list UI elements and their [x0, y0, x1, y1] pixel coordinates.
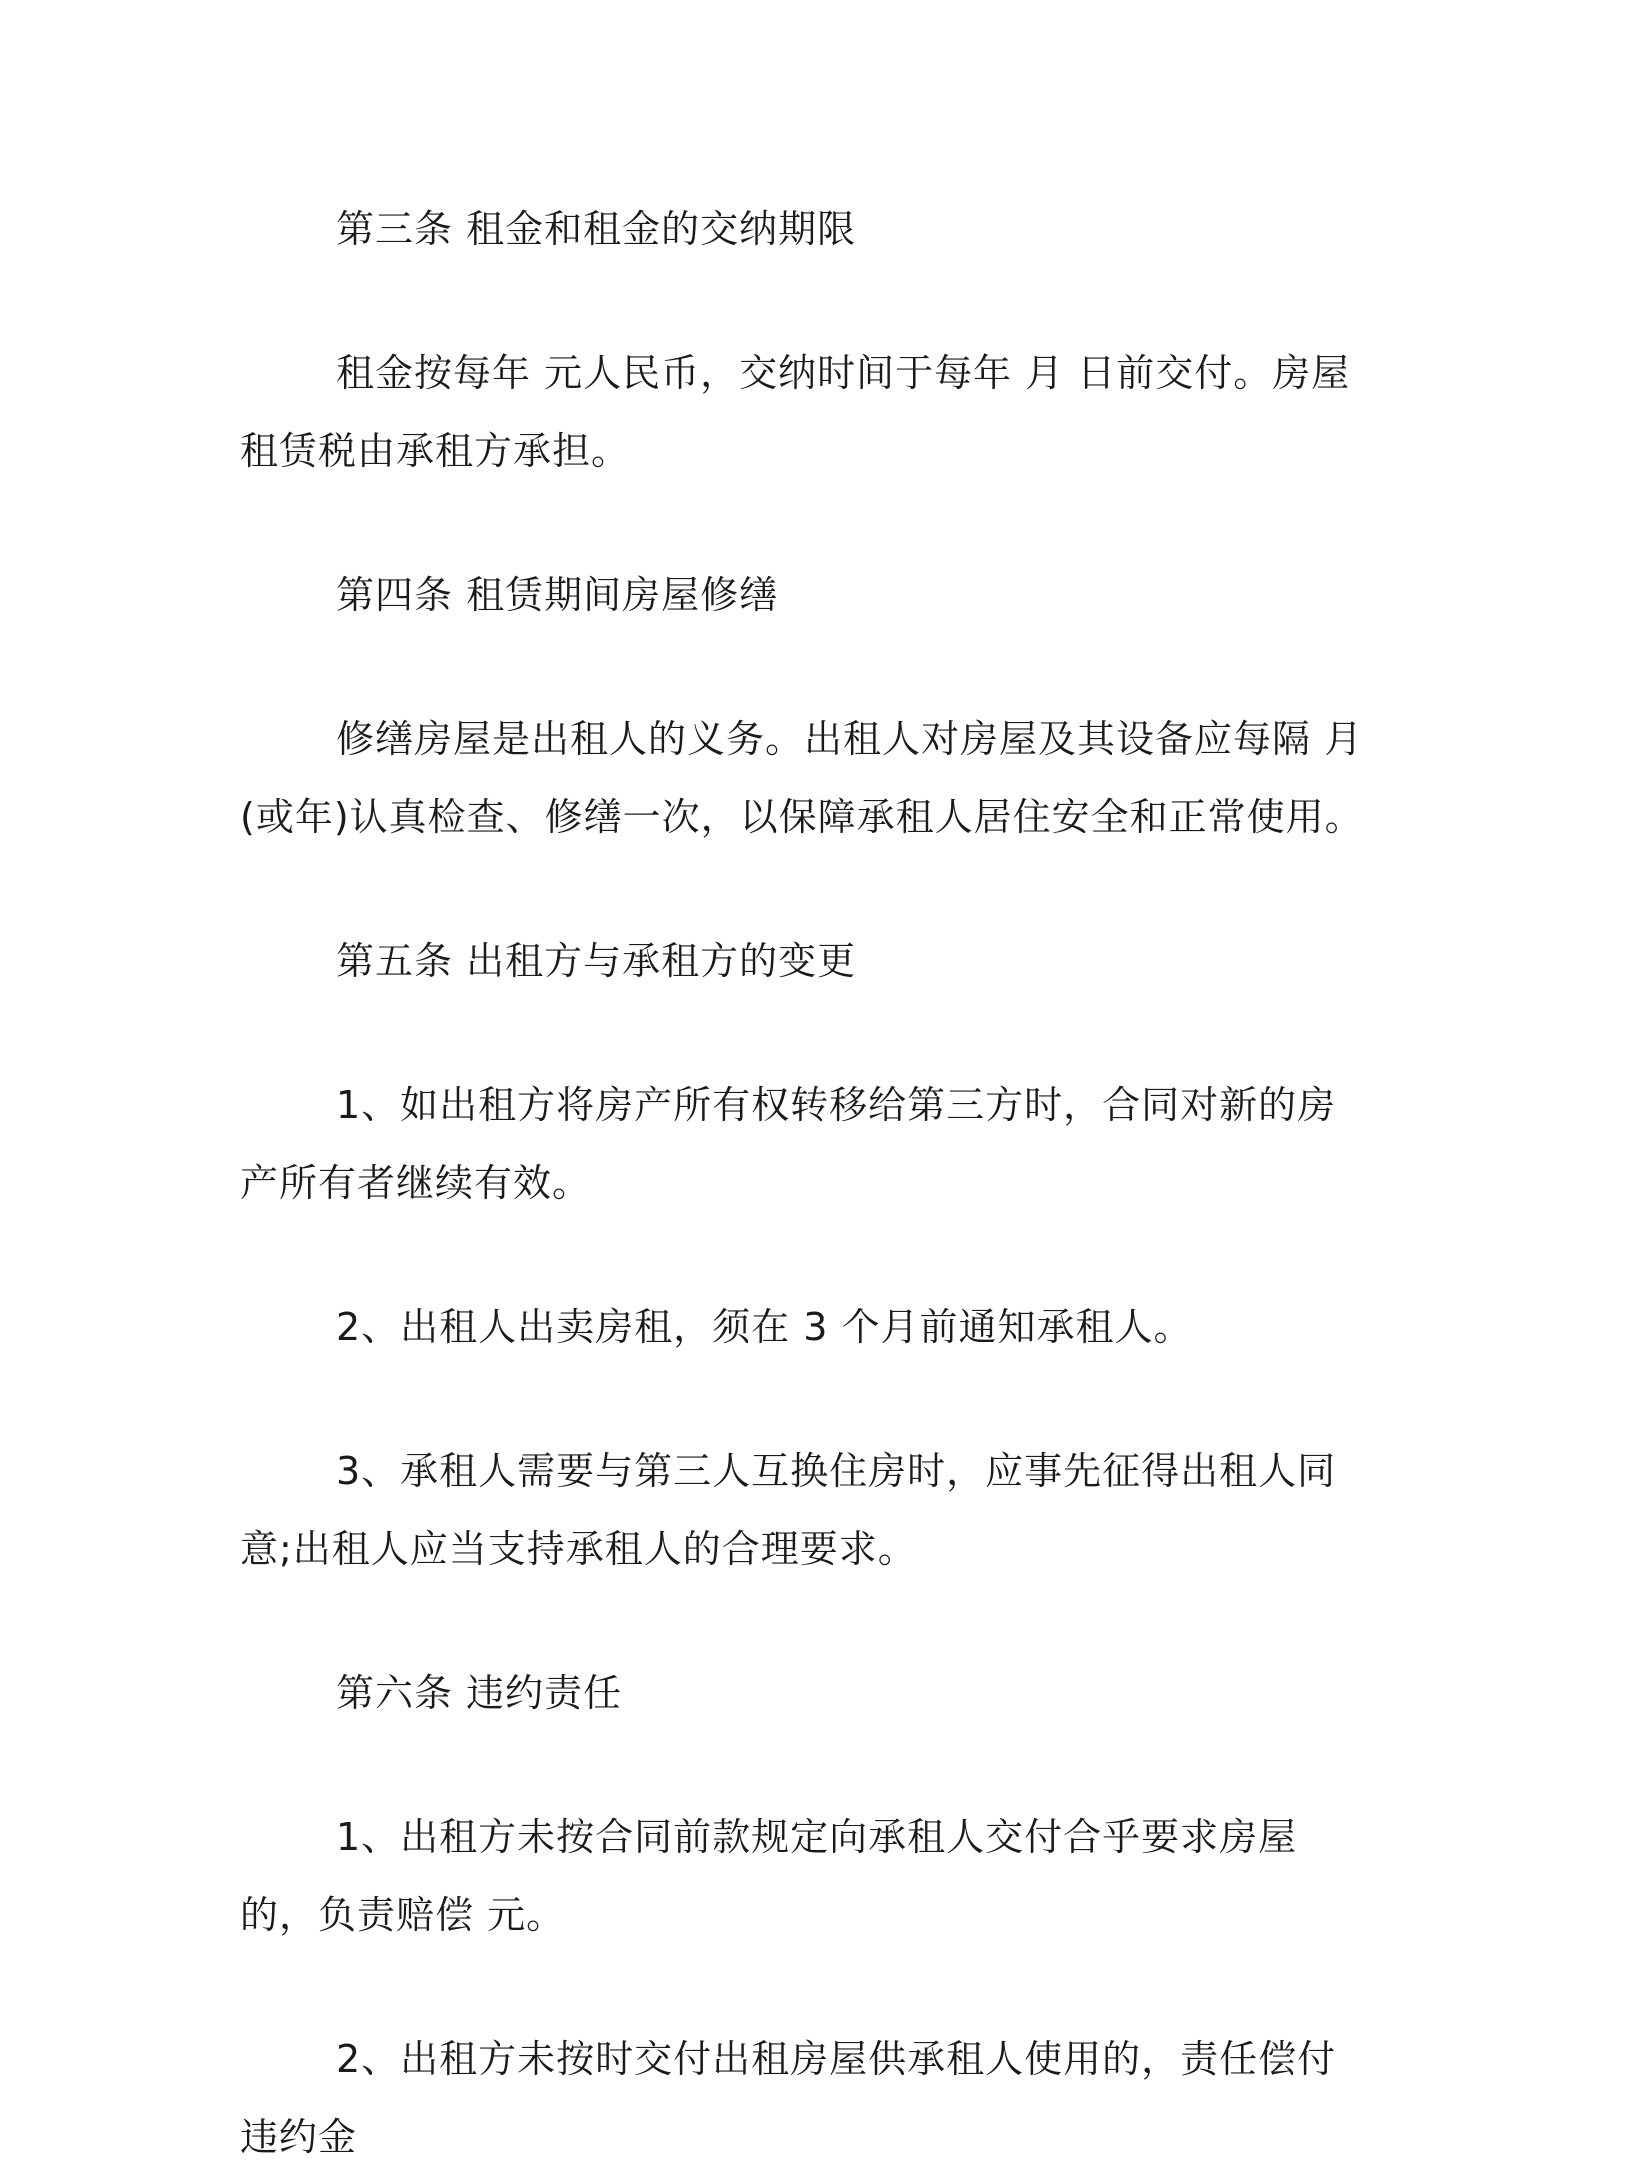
article-5-clause-1: 1、如出租方将房产所有权转移给第三方时，合同对新的房产所有者继续有效。 [240, 1083, 1337, 1205]
document-body [240, 190, 1370, 2176]
article-4-heading: 第四条 租赁期间房屋修缮 [336, 573, 779, 617]
article-5-clause-3: 3、承租人需要与第三人互换住房时，应事先征得出租人同意;出租人应当支持承租人的合理要求。 [240, 1449, 1337, 1571]
article-6-clause-2: 2、出租方未按时交付出租房屋供承租人使用的，责任偿付违约金 [240, 2037, 1337, 2159]
article-5-heading: 第五条 出租方与承租方的变更 [336, 939, 857, 983]
article-4-text: 修缮房屋是出租人的义务。出租人对房屋及其设备应每隔 月(或年)认真检查、修缮一次，以保障承租人居住安全和正常使用。 [240, 717, 1364, 839]
article-3-heading: 第三条 租金和租金的交纳期限 [336, 207, 857, 251]
article-6-clause-1: 1、出租方未按合同前款规定向承租人交付合乎要求房屋的，负责赔偿 元。 [240, 1815, 1298, 1937]
article-6-heading: 第六条 违约责任 [336, 1671, 623, 1715]
article-3-text: 租金按每年 元人民币，交纳时间于每年 月 日前交付。房屋租赁税由承租方承担。 [240, 351, 1351, 473]
article-5-clause-2: 2、出租人出卖房租，须在 3 个月前通知承租人。 [336, 1305, 1193, 1349]
